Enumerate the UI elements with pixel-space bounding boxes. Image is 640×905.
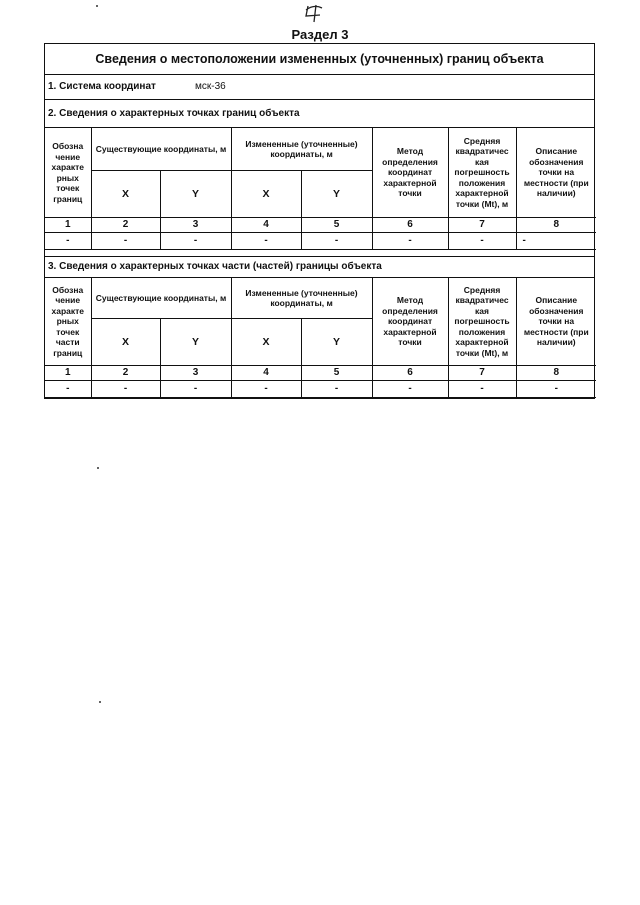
- col-existing-coords: Существующие координаты, м: [91, 278, 231, 319]
- col-changed-x: X: [231, 171, 301, 218]
- table-cell: -: [516, 233, 596, 250]
- col-changed-y: Y: [301, 171, 372, 218]
- column-number: 4: [231, 218, 301, 233]
- coordinate-system-value: мск-36: [195, 81, 226, 92]
- handwritten-page-mark: [300, 2, 328, 24]
- part-boundary-points-table: [45, 278, 596, 398]
- boundary-info-form: [44, 43, 595, 399]
- form-title: Сведения о местоположении измененных (уточненных) границ объекта: [45, 44, 594, 75]
- column-number: 8: [516, 366, 596, 381]
- table-cell: -: [372, 233, 448, 250]
- column-number: 6: [372, 218, 448, 233]
- table-cell: -: [448, 381, 516, 398]
- col-changed-x: X: [231, 319, 301, 366]
- table-cell: -: [448, 233, 516, 250]
- block2-title: 2. Сведения о характерных точках границ объекта: [45, 100, 594, 128]
- coordinate-system-row: [45, 75, 594, 100]
- column-number: 3: [160, 218, 231, 233]
- table-cell: -: [160, 233, 231, 250]
- col-accuracy: Средняя квадратичес кая погрешность положения характерной точки (Mt), м: [448, 128, 516, 218]
- col-description: Описание обозначения точки на местности (при наличии): [516, 278, 596, 366]
- col-method: Метод определения координат характерной точки: [372, 278, 448, 366]
- table-header-row: [45, 128, 596, 171]
- col-existing-y: Y: [160, 171, 231, 218]
- table-cell: -: [516, 381, 596, 398]
- column-number: 8: [516, 218, 596, 233]
- col-changed-coords: Измененные (уточненные) координаты, м: [231, 278, 372, 319]
- column-numbers-row: [45, 366, 596, 381]
- scan-speck: [97, 467, 99, 469]
- table-cell: -: [231, 381, 301, 398]
- column-number: 1: [45, 366, 91, 381]
- col-changed-coords: Измененные (уточненные) координаты, м: [231, 128, 372, 171]
- table-cell: -: [160, 381, 231, 398]
- col-existing-x: X: [91, 171, 160, 218]
- column-number: 5: [301, 366, 372, 381]
- col-existing-x: X: [91, 319, 160, 366]
- column-number: 4: [231, 366, 301, 381]
- scan-speck: [99, 701, 101, 703]
- col-point-designation: Обозна чение характе рных точек границ: [45, 128, 91, 218]
- table-header-row: [45, 278, 596, 319]
- table-cell: -: [45, 233, 91, 250]
- table-cell: -: [301, 233, 372, 250]
- table-spacer: [45, 250, 594, 257]
- column-numbers-row: [45, 218, 596, 233]
- column-number: 2: [91, 366, 160, 381]
- table-cell: -: [45, 381, 91, 398]
- coordinate-system-label: 1. Система координат: [48, 81, 156, 92]
- table-row: [45, 233, 596, 250]
- table-cell: -: [91, 233, 160, 250]
- column-number: 2: [91, 218, 160, 233]
- col-existing-y: Y: [160, 319, 231, 366]
- table-cell: -: [91, 381, 160, 398]
- column-number: 1: [45, 218, 91, 233]
- handwritten-mark-drawing: [300, 2, 328, 24]
- col-existing-coords: Существующие координаты, м: [91, 128, 231, 171]
- table-row: [45, 381, 596, 398]
- table-cell: -: [372, 381, 448, 398]
- scan-speck: [96, 5, 98, 7]
- col-point-designation: Обозна чение характе рных точек части границ: [45, 278, 91, 366]
- column-number: 7: [448, 366, 516, 381]
- col-method: Метод определения координат характерной точки: [372, 128, 448, 218]
- column-number: 5: [301, 218, 372, 233]
- table-cell: -: [301, 381, 372, 398]
- column-number: 3: [160, 366, 231, 381]
- section-label: Раздел 3: [291, 27, 349, 42]
- column-number: 7: [448, 218, 516, 233]
- boundary-points-table: [45, 128, 596, 250]
- col-accuracy: Средняя квадратичес кая погрешность положения характерной точки (Mt), м: [448, 278, 516, 366]
- col-description: Описание обозначения точки на местности (при наличии): [516, 128, 596, 218]
- column-number: 6: [372, 366, 448, 381]
- table-cell: -: [231, 233, 301, 250]
- block3-title: 3. Сведения о характерных точках части (частей) границы объекта: [45, 257, 594, 278]
- col-changed-y: Y: [301, 319, 372, 366]
